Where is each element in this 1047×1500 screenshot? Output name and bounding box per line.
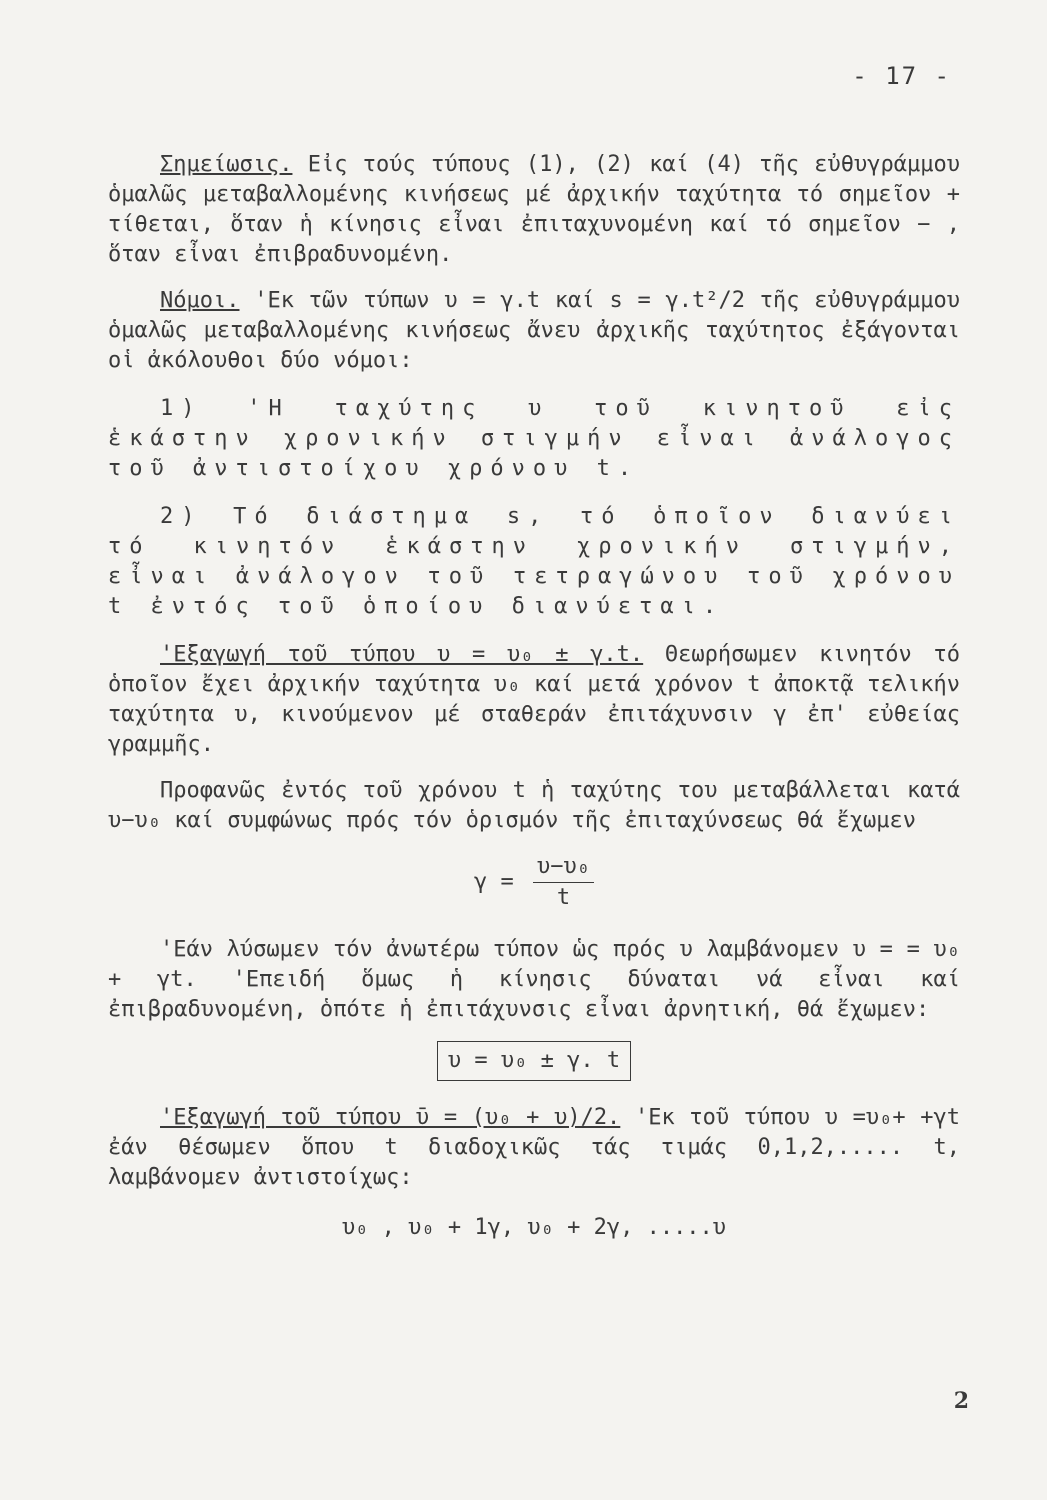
formula-denominator: t [556, 885, 571, 910]
notes-text: Εἰς τούς τύπους (1), (2) καί (4) τῆς εὐθυγράμμου ὁμαλῶς μεταβαλλομένης κινήσεως μέ ἀρχικήν ταχύτητα τό σημεῖον + τίθεται, ὅταν ἡ κίνησις εἶναι ἐπιταχυνομένη καί τό σημεῖον − , ὅταν εἶναι ἐπιβραδυνομένη. [108, 152, 961, 267]
boxed-formula-wrap [108, 1041, 960, 1081]
derivation2-paragraph [108, 1103, 960, 1193]
derivation1-label: 'Εξαγωγή τοῦ τύπου υ = υ₀ ± γ.t. [160, 642, 644, 667]
derivation1-paragraph [108, 640, 960, 760]
notes-paragraph [108, 150, 960, 270]
derivation1-text: Θεωρήσωμεν κινητόν τό ὁποῖον ἔχει ἀρχικήν ταχύτητα υ₀ καί μετά χρόνον t ἀποκτᾷ τελικήν ταχύτητα υ, κινούμενον μέ σταθεράν ἐπιτάχυνσιν γ ἐπ' εὐθείας γραμμῆς. [108, 642, 961, 757]
formula-lhs: γ = [474, 869, 514, 895]
velocity-sequence: υ₀ , υ₀ + 1γ, υ₀ + 2γ, .....υ [341, 1215, 727, 1240]
acceleration-formula [108, 852, 960, 913]
law-2: 2) Τό διάστημα s, τό ὁποῖον διανύει τό κινητόν ἑκάστην χρονικήν στιγμήν, εἶναι ἀνάλογον τοῦ τετραγώνου τοῦ χρόνου t ἐντός τοῦ ὁποίου διανύεται. [108, 504, 960, 619]
laws-label: Νόμοι. [160, 288, 240, 313]
formula-fraction [533, 852, 594, 913]
page-number: - 17 - [852, 62, 951, 90]
derivation2-text: 'Εκ τοῦ τύπου υ =υ₀+ +γt ἐάν θέσωμεν ὅπου t διαδοχικῶς τάς τιμάς 0,1,2,..... t, λαμβάνομεν ἀντιστοίχως: [108, 1105, 960, 1190]
derivation2-label: 'Εξαγωγή τοῦ τύπου ῡ = (υ₀ + υ)/2. [160, 1105, 621, 1130]
derivation1-para3: 'Εάν λύσωμεν τόν ἀνωτέρω τύπον ὡς πρός υ λαμβάνομεν υ = = υ₀ + γt. 'Επειδή ὅμως ἡ κίνησις δύναται νά εἶναι καί ἐπιβραδυνομένη, ὁπότε ἡ ἐπιτάχυνσις εἶναι ἀρνητική, θά ἔχωμεν: [108, 937, 960, 1022]
boxed-formula: υ = υ₀ ± γ. t [437, 1041, 631, 1081]
notes-label: Σημείωσις. [160, 152, 293, 177]
derivation1-para2: Προφανῶς ἐντός τοῦ χρόνου t ἡ ταχύτης του μεταβάλλεται κατά υ−υ₀ καί συμφώνως πρός τόν ὁρισμόν τῆς ἐπιταχύνσεως θά ἔχωμεν [108, 778, 960, 833]
formula-numerator: υ−υ₀ [533, 852, 594, 883]
body-text [108, 150, 960, 1243]
law-1: 1) 'Η ταχύτης υ τοῦ κινητοῦ εἰς ἑκάστην χρονικήν στιγμήν εἶναι ἀνάλογος τοῦ ἀντιστοίχου χρόνου t. [108, 396, 960, 481]
laws-text: 'Εκ τῶν τύπων υ = γ.t καί s = γ.t²/2 τῆς εὐθυγράμμου ὁμαλῶς μεταβαλλομένης κινήσεως ἄνευ ἀρχικῆς ταχύτητος ἐξάγονται οἱ ἀκόλουθοι δύο νόμοι: [108, 288, 960, 373]
footer-mark: 2 [953, 1388, 969, 1414]
laws-paragraph [108, 286, 960, 376]
